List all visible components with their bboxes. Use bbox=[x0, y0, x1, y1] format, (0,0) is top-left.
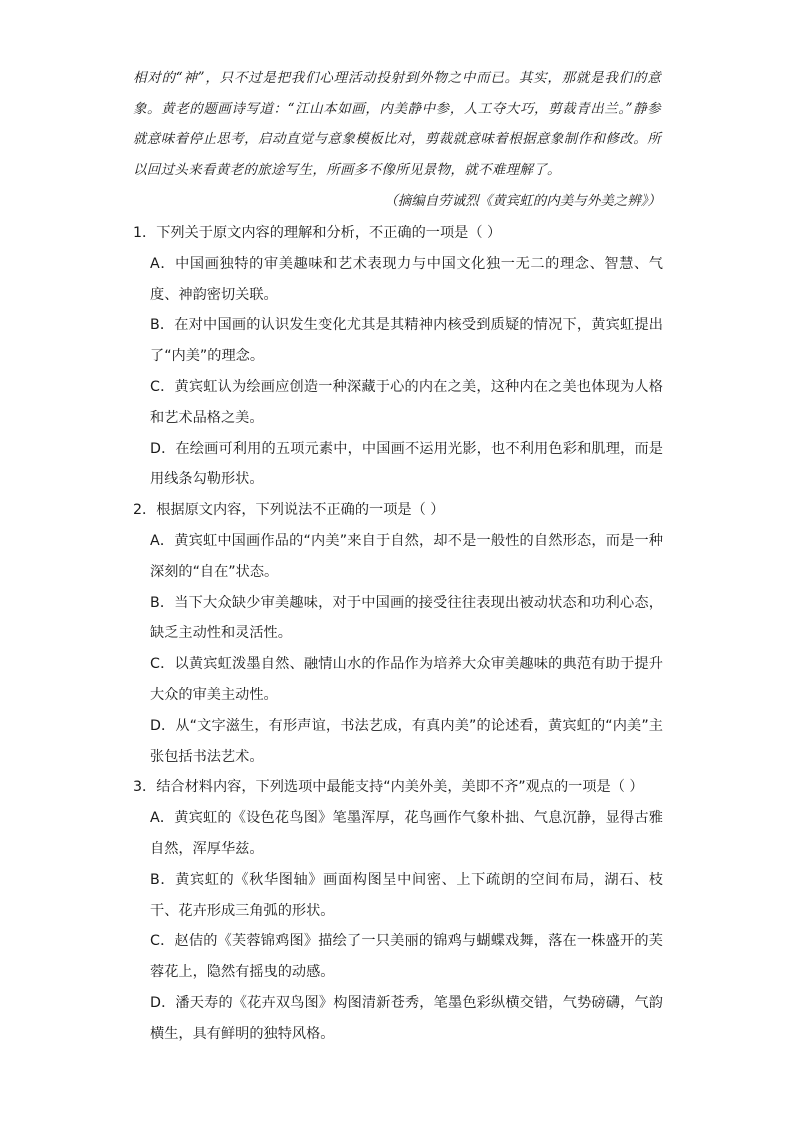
option-c: C．赵佶的《芙蓉锦鸡图》描绘了一只美丽的锦鸡与蝴蝶戏舞，落在一株盛开的芙蓉花上，隐然有摇曳的动感。 bbox=[150, 933, 663, 981]
option-a: A．黄宾虹的《设色花鸟图》笔墨浑厚，花鸟画作气象朴拙、气息沉静，显得古雅自然，浑厚华兹。 bbox=[150, 810, 663, 857]
question-number: 1． bbox=[133, 225, 157, 241]
question-stem bbox=[133, 218, 663, 249]
question-3 bbox=[133, 772, 663, 1049]
question-stem-text: 下列关于原文内容的理解和分析，不正确的一项是（ ） bbox=[156, 225, 502, 241]
option-b: B．在对中国画的认识发生变化尤其是其精神内核受到质疑的情况下，黄宾虹提出了“内美”的理念。 bbox=[150, 317, 663, 365]
question-number: 3． bbox=[133, 779, 157, 796]
question-1 bbox=[133, 218, 663, 495]
question-stem-text: 结合材料内容，下列选项中最能支持“内美外美，美即不齐”观点的一项是（ ） bbox=[156, 779, 644, 796]
option-b: B．黄宾虹的《秋华图轴》画面构图呈中间密、上下疏朗的空间布局，湖石、枝干、花卉形成三角弧的形状。 bbox=[150, 871, 663, 919]
question-number: 2． bbox=[133, 502, 157, 519]
option-a: A．中国画独特的审美趣味和艺术表现力与中国文化独一无二的理念、智慧、气度、神韵密切关联。 bbox=[150, 255, 663, 303]
question-2 bbox=[133, 495, 663, 772]
option-b: B．当下大众缺少审美趣味，对于中国画的接受往往表现出被动状态和功利心态，缺乏主动性和灵活性。 bbox=[150, 594, 663, 642]
option-c: C．黄宾虹认为绘画应创造一种深藏于心的内在之美，这种内在之美也体现为人格和艺术品格之美。 bbox=[150, 378, 663, 426]
passage-source: （摘编自劳诚烈《黄宾虹的内美与外美之辨》） bbox=[384, 193, 661, 209]
passage-text: 相对的“神”，只不过是把我们心理活动投射到外物之中而已。其实，那就是我们的意象。黄老的题画诗写道：“江山本如画，内美静中参，人工夺大巧，剪裁青出兰。”静参就意味着停止思考，启动直觉与意象模板比对，剪裁就意味着根据意象制作和修改。所以回过头来看黄老的旅途写生，所画多不像所见景物，就不难理解了。 bbox=[133, 70, 661, 178]
option-d: D．从“文字滋生，有形声谊，书法艺成，有真内美”的论述看，黄宾虹的“内美”主张包括书法艺术。 bbox=[150, 717, 663, 765]
option-a: A．黄宾虹中国画作品的“内美”来自于自然，却不是一般性的自然形态，而是一种深刻的“自在”状态。 bbox=[150, 532, 663, 580]
question-stem-text: 根据原文内容，下列说法不正确的一项是（ ） bbox=[156, 502, 445, 519]
option-c: C．以黄宾虹泼墨自然、融情山水的作品作为培养大众审美趣味的典范有助于提升大众的审美主动性。 bbox=[150, 656, 663, 703]
passage-excerpt bbox=[133, 63, 661, 185]
question-stem bbox=[133, 495, 663, 526]
option-d: D．潘天寿的《花卉双鸟图》构图清新苍秀，笔墨色彩纵横交错，气势磅礴，气韵横生，具有鲜明的独特风格。 bbox=[150, 994, 663, 1042]
question-stem bbox=[133, 772, 663, 803]
option-d: D．在绘画可利用的五项元素中，中国画不运用光影，也不利用色彩和肌理，而是用线条勾勒形状。 bbox=[150, 440, 663, 488]
question-list bbox=[133, 218, 663, 1050]
